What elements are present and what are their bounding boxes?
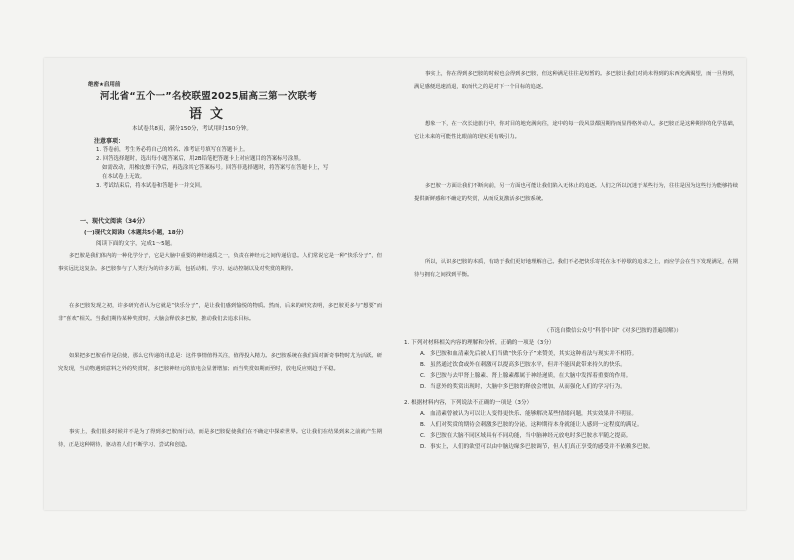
- notice-list: [96, 146, 386, 191]
- answer-option[interactable]: D. 事实上，人们的欲望可以由中脑边缘多巴胺调节，但人们真正享受的感受并不依赖多巴胺。: [420, 444, 654, 450]
- exam-paper: [44, 58, 746, 510]
- exam-title: 河北省“五个一”名校联盟2025届高三第一次联考: [100, 91, 318, 102]
- notice-item: 3. 考试结束后，将本试卷和答题卡一并交回。: [96, 183, 206, 189]
- question-stem: 1. 下列对材料相关内容的理解和分析，正确的一项是（3分）: [404, 340, 555, 346]
- question-2: [404, 398, 740, 453]
- confidential-mark: 绝密★启用前: [88, 82, 121, 88]
- right-column: [400, 58, 746, 510]
- answer-option[interactable]: B. 虽然通过饮食或外在刺激可以提高多巴胺水平，但并不能因此带来持久的快乐。: [420, 362, 626, 368]
- answer-option[interactable]: A. 血清素曾被认为可以让人变得更快乐、能够解决某些情绪问题，其实效果并不明显。: [420, 411, 637, 417]
- reading-instruction: 阅读下面的文字，完成1～5题。: [96, 241, 176, 247]
- notice-heading: 注意事项：: [94, 138, 125, 145]
- notice-item: 2. 回答选择题时，选出每小题答案后，用2B铅笔把答题卡上对应题目的答案标号涂黑。: [96, 156, 305, 162]
- passage-paragraph: 在多巴胺发现之初，许多研究者认为它就是“快乐分子”，是让我们感到愉悦的物质。然而，后来的研究表明，多巴胺更多与“想要”而非“喜欢”相关。当我们期待某种奖赏时，大脑会释放多巴胺，推动我们去追求目标。: [58, 303, 382, 322]
- passage-paragraph: 如果把多巴胺看作是信使，那么它传递的讯息是：这件事情值得关注，值得投入精力。多巴胺系统在我们面对新奇事物时尤为活跃。研究发现，当动物遇到意料之外的奖赏时，多巴胺神经元的放电会显著增加；而当奖赏如期而至时，放电反应则趋于平稳。: [58, 353, 382, 372]
- passage-paragraph: 多巴胺一方面让我们不断向前，另一方面也可能让我们陷入无休止的追逐。人们之所以沉迷于某些行为，往往是因为这些行为能够持续提供新鲜感和不确定的奖赏，从而反复激活多巴胺系统。: [414, 183, 738, 202]
- passage-paragraph: 事实上，我们很多时候并不是为了得到多巴胺而行动，而是多巴胺促使我们在不确定中探索世界。它让我们在结果到来之前就产生期待，正是这种期待，驱动着人们不断学习、尝试和创造。: [58, 429, 382, 448]
- left-column: [44, 58, 390, 510]
- exam-info: 本试卷共8页，满分150分，考试用时150分钟。: [132, 126, 253, 132]
- question-stem: 2. 根据材料内容，下列说法不正确的一项是（3分）: [404, 400, 533, 406]
- notice-item: 如需改动，用橡皮擦干净后，再选涂其它答案标号。回答非选择题时，将答案写在答题卡上，写: [102, 165, 329, 171]
- answer-option[interactable]: D. 当意外的奖赏出现时，大脑中多巴胺的释放会增加，从而强化人们的学习行为。: [420, 384, 626, 390]
- answer-option[interactable]: A. 多巴胺和血清素先后被人们当做“快乐分子”来赞美，其实这种看法与现实并不相符。: [420, 351, 638, 357]
- passage-paragraph: 多巴胺是我们体内的一种化学分子，它是大脑中重要的神经递质之一，负责在神经元之间传递信息。人们常说它是一种“快乐分子”，但事实远比这复杂。多巴胺参与了人类行为的许多方面，包括动机、学习、运动控制以及对奖赏的期待。: [58, 253, 382, 272]
- passage-paragraph: 想象一下，在一次长途旅行中，你对目的地充满向往，途中的每一段风景都因期待而显得格外动人。多巴胺正是这种期待的化学基础，它让未来的可能性比眼前的现实更有吸引力。: [414, 121, 738, 140]
- subject-title: 语文: [189, 107, 232, 122]
- notice-item: 1. 答卷前，考生务必将自己的姓名、准考证号填写在答题卡上。: [96, 147, 249, 153]
- passage-paragraph: 所以，认识多巴胺的本质，有助于我们更好地理解自己。我们不必把快乐寄托在永不停歇的追求之上，而应学会在当下发现满足，在期待与拥有之间找到平衡。: [414, 259, 738, 278]
- answer-option[interactable]: C. 多巴胺与去甲肾上腺素、肾上腺素都属于神经递质，在大脑中发挥着重要的作用。: [420, 373, 632, 379]
- passage-paragraph: 事实上，你在得到多巴胺的时候也会得到多巴胺，但这种满足往往是短暂的。多巴胺让我们对尚未得到的东西充满渴望，而一旦得到，满足感便迅速消退，取而代之的是对下一个目标的追逐。: [414, 71, 738, 90]
- answer-option[interactable]: C. 多巴胺在大脑不同区域具有不同功能，当中脑神经元放电时多巴胺水平随之提高。: [420, 433, 632, 439]
- subsection-heading: (一)现代文阅读Ⅰ（本题共5小题，18分）: [84, 230, 187, 236]
- source-caption: （节选自微信公众号“科普中国”《对多巴胺的普遍误解》）: [544, 328, 682, 334]
- section-heading: 一、现代文阅读（34分）: [80, 218, 149, 225]
- notice-item: 在本试卷上无效。: [102, 174, 146, 180]
- question-1: [404, 338, 740, 393]
- answer-option[interactable]: B. 人们对奖赏的期待会刺激多巴胺的分泌，这种期待本身就能让人感到一定程度的满足。: [420, 422, 643, 428]
